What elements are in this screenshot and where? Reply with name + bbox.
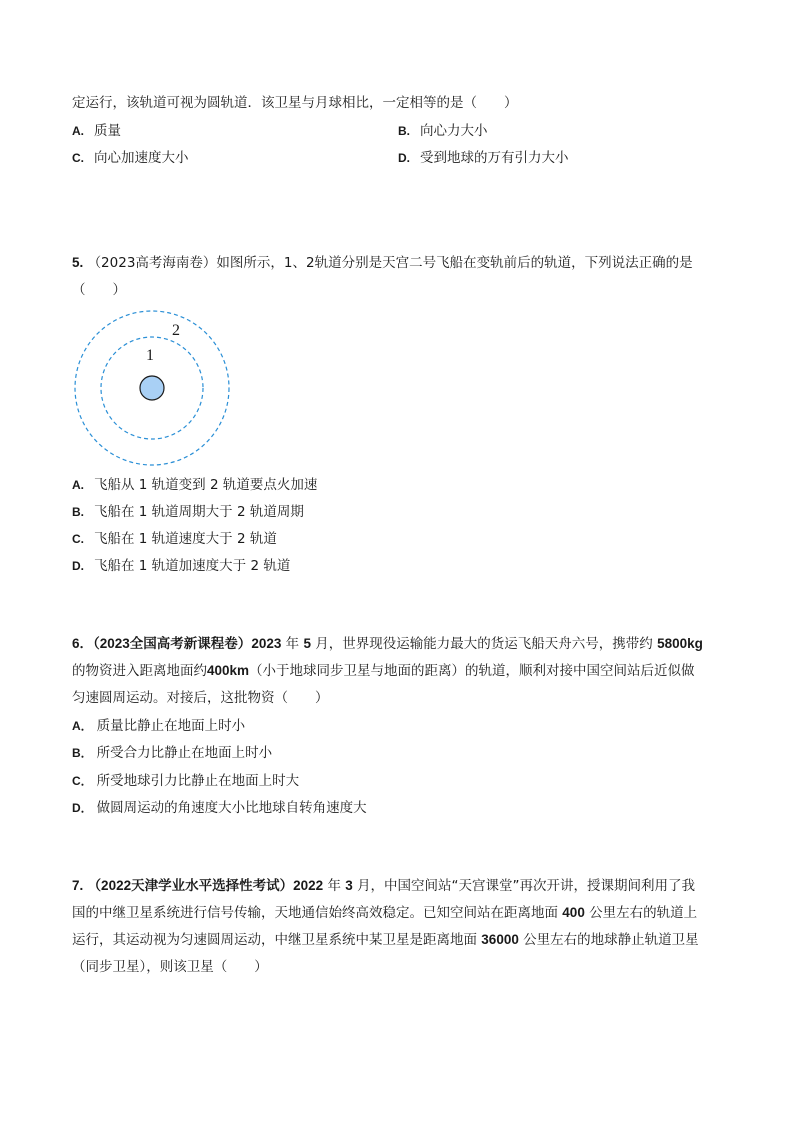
mass-value: 5800kg [657,636,703,651]
option-text: 飞船在 1 轨道速度大于 2 轨道 [94,531,277,547]
orbit-diagram [70,308,235,466]
option-label: B． [72,746,93,760]
distance-value: 36000 [481,932,519,947]
text-segment: 公里左右的轨道上 [589,905,698,921]
option-label: B. [72,505,84,519]
q5-option-a[interactable] [72,476,317,494]
planet-icon [140,376,164,400]
option-text: 做圆周运动的角速度大小比地球自转角速度大 [96,800,367,816]
option-text: 质量比静止在地面上时小 [96,718,246,734]
option-label: B. [398,124,410,138]
option-text: 所受合力比静止在地面上时小 [96,745,273,761]
option-text: 飞船从 1 轨道变到 2 轨道要点火加速 [94,477,318,493]
q6-option-d[interactable] [72,799,367,817]
q7-stem-line3 [72,931,699,949]
q5-option-b[interactable] [72,503,304,521]
question-source: （2023高考海南卷） [87,255,217,271]
option-text: 向心加速度大小 [94,150,189,166]
option-text: 飞船在 1 轨道周期大于 2 轨道周期 [94,504,304,520]
text-segment: 国的中继卫星系统进行信号传输，天地通信始终高效稳定。已知空间站在距离地面 [72,905,558,921]
orbit-2-label: 2 [172,322,180,339]
option-label: C． [72,774,93,788]
option-label: C. [72,151,84,165]
q6-stem-line1 [72,635,703,653]
option-text: 所受地球引力比静止在地面上时大 [96,773,300,789]
question-source: （2022天津学业水平选择性考试） [87,878,294,893]
q6-option-a[interactable] [72,717,245,735]
text-segment: 月，中国空间站“天宫课堂”再次开讲，授课期间利用了我 [357,878,696,894]
option-text: 质量 [94,123,121,139]
option-label: D． [72,801,93,815]
option-text: 受到地球的万有引力大小 [420,150,569,166]
option-label: A. [72,478,84,492]
q4-option-a[interactable] [72,122,121,140]
q5-stem-line2: （ ） [72,282,126,298]
q7-stem-line1 [72,877,695,895]
q4-option-d[interactable] [398,149,569,167]
q6-stem-line3: 匀速圆周运动。对接后，这批物资（ ） [72,690,329,706]
orbit-1-label: 1 [146,347,154,364]
option-label: D. [72,559,84,573]
q7-stem-line4: （同步卫星），则该卫星（ ） [72,959,268,975]
option-text: 向心力大小 [420,123,488,139]
option-label: A. [72,124,84,138]
question-number: 5. [72,255,84,270]
month-value: 5 [303,636,311,651]
q5-stem-line1 [72,254,693,272]
q4-option-c[interactable] [72,149,189,167]
question-text: 如图所示，1、2轨道分别是天宫二号飞船在变轨前后的轨道，下列说法正确的是 [216,255,693,271]
text-segment: 公里左右的地球静止轨道卫星 [523,932,699,948]
option-label: C. [72,532,84,546]
text-segment: 月，世界现役运输能力最大的货运飞船天舟六号，携带约 [315,636,653,652]
question-number: 6． [72,636,94,651]
option-text: 飞船在 1 轨道加速度大于 2 轨道 [94,558,291,574]
q4-option-b[interactable] [398,122,488,140]
text-segment: 年 [327,878,341,894]
question-number: 7. [72,878,84,893]
text-segment: 年 [285,636,300,652]
year-value: 2022 [293,878,324,893]
option-label: D. [398,151,410,165]
q6-stem-line2 [72,662,695,680]
q5-option-d[interactable] [72,557,290,575]
month-value: 3 [345,878,353,893]
q6-option-b[interactable] [72,744,272,762]
question-source: （2023全国高考新课程卷） [93,636,252,651]
text-segment: （小于地球同步卫星与地面的距离）的轨道，顺利对接中国空间站后近似做 [249,663,695,679]
q6-option-c[interactable] [72,772,299,790]
distance-value: 400 [562,905,585,920]
text-segment: 运行，其运动视为匀速圆周运动，中继卫星系统中某卫星是距离地面 [72,932,477,948]
option-label: A． [72,719,93,733]
year-value: 2023 [251,636,282,651]
q7-stem-line2 [72,904,697,922]
text-segment: 的物资进入距离地面约 [72,663,207,679]
q5-option-c[interactable] [72,530,277,548]
distance-value: 400km [207,663,250,678]
q4-stem: 定运行，该轨道可视为圆轨道．该卫星与月球相比，一定相等的是（ ） [72,95,518,111]
